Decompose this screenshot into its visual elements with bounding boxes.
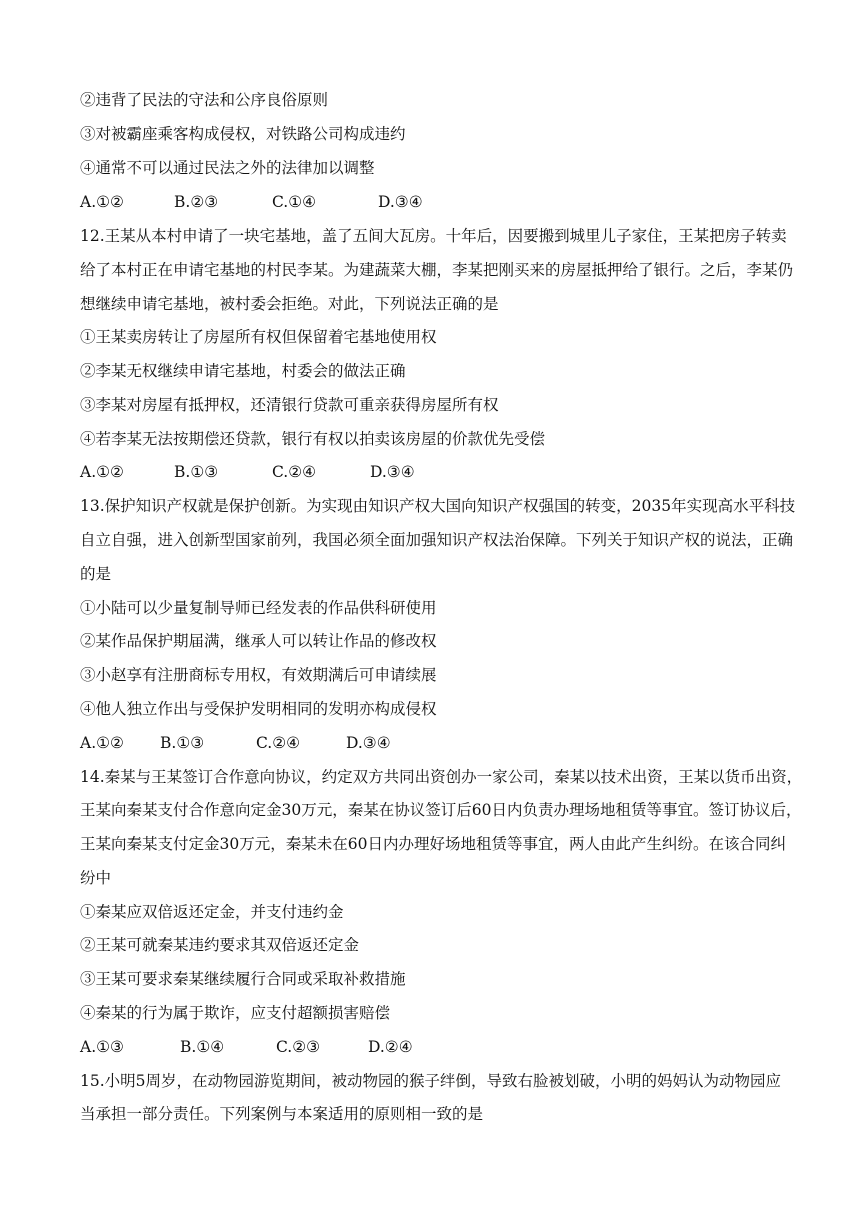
q14-stem-line-2: 王某向秦某支付合作意向定金30万元，秦某在协议签订后60日内负责办理场地租赁等事宜。签订协议后， bbox=[80, 801, 802, 819]
q13-statement-1: ①小陆可以少量复制导师已经发表的作品供科研使用 bbox=[80, 599, 437, 617]
q12-option-b: B.①③ bbox=[174, 463, 219, 481]
q14-option-a: A.①③ bbox=[80, 1038, 124, 1056]
q14-stem-line-3: 王某向秦某支付定金30万元，秦某未在60日内办理好场地租赁等事宜，两人由此产生纠纷。在该合同纠 bbox=[80, 835, 786, 853]
q12-statement-2: ②李某无权继续申请宅基地，村委会的做法正确 bbox=[80, 362, 406, 380]
q12-statement-1: ①王某卖房转让了房屋所有权但保留着宅基地使用权 bbox=[80, 328, 437, 346]
q12-option-a: A.①② bbox=[80, 463, 124, 481]
q12-statement-3: ③李某对房屋有抵押权，还清银行贷款可重亲获得房屋所有权 bbox=[80, 396, 499, 414]
q13-statement-4: ④他人独立作出与受保护发明相同的发明亦构成侵权 bbox=[80, 700, 437, 718]
q13-option-d: D.③④ bbox=[346, 734, 391, 752]
q12-stem-line-3: 想继续申请宅基地，被村委会拒绝。对此，下列说法正确的是 bbox=[80, 295, 499, 313]
q12-stem-line-1: 12.王某从本村申请了一块宅基地，盖了五间大瓦房。十年后，因要搬到城里儿子家住，王某把房子转卖 bbox=[80, 227, 787, 245]
q14-statement-1: ①秦某应双倍返还定金，并支付违约金 bbox=[80, 903, 344, 921]
q13-stem-line-2: 自立自强，进入创新型国家前列，我国必须全面加强知识产权法治保障。下列关于知识产权的说法，正确 bbox=[80, 531, 794, 549]
q12-option-c: C.②④ bbox=[272, 463, 317, 481]
q14-statement-3: ③王某可要求秦某继续履行合同或采取补救措施 bbox=[80, 970, 406, 988]
q14-stem-line-4: 纷中 bbox=[80, 869, 112, 887]
q12-option-d: D.③④ bbox=[370, 463, 415, 481]
q14-statement-4: ④秦某的行为属于欺诈，应支付超额损害赔偿 bbox=[80, 1004, 391, 1022]
q15-stem-line-1: 15.小明5周岁，在动物园游览期间，被动物园的猴子绊倒，导致右脸被划破，小明的妈妈认为动物园应 bbox=[80, 1072, 782, 1090]
q15-stem-line-2: 当承担一部分责任。下列案例与本案适用的原则相一致的是 bbox=[80, 1105, 484, 1123]
q11-option-a: A.①② bbox=[80, 193, 124, 211]
q13-statement-3: ③小赵享有注册商标专用权，有效期满后可申请续展 bbox=[80, 666, 437, 684]
q13-stem-line-3: 的是 bbox=[80, 565, 112, 583]
q11-option-d: D.③④ bbox=[378, 193, 423, 211]
q12-stem-line-2: 给了本村正在申请宅基地的村民李某。为建蔬菜大棚，李某把刚买来的房屋抵押给了银行。之后，李某仍 bbox=[80, 261, 794, 279]
q11-option-c: C.①④ bbox=[272, 193, 317, 211]
q11-statement-3: ③对被霸座乘客构成侵权，对铁路公司构成违约 bbox=[80, 125, 406, 143]
q14-statement-2: ②王某可就秦某违约要求其双倍返还定金 bbox=[80, 936, 360, 954]
q13-stem-line-1: 13.保护知识产权就是保护创新。为实现由知识产权大国向知识产权强国的转变，2035年实现高水平科技 bbox=[80, 497, 796, 515]
q13-statement-2: ②某作品保护期届满，继承人可以转让作品的修改权 bbox=[80, 632, 437, 650]
q13-option-a: A.①② bbox=[80, 734, 124, 752]
q14-option-d: D.②④ bbox=[368, 1038, 413, 1056]
q13-option-b: B.①③ bbox=[160, 734, 205, 752]
q14-option-c: C.②③ bbox=[276, 1038, 321, 1056]
q14-stem-line-1: 14.秦某与王某签订合作意向协议，约定双方共同出资创办一家公司，秦某以技术出资，王某以货币出资， bbox=[80, 768, 803, 786]
q11-option-b: B.②③ bbox=[174, 193, 219, 211]
q13-option-c: C.②④ bbox=[256, 734, 301, 752]
q14-option-b: B.①④ bbox=[180, 1038, 225, 1056]
q11-statement-2: ②违背了民法的守法和公序良俗原则 bbox=[80, 91, 329, 109]
q11-statement-4: ④通常不可以通过民法之外的法律加以调整 bbox=[80, 159, 375, 177]
q12-statement-4: ④若李某无法按期偿还贷款，银行有权以拍卖该房屋的价款优先受偿 bbox=[80, 430, 546, 448]
